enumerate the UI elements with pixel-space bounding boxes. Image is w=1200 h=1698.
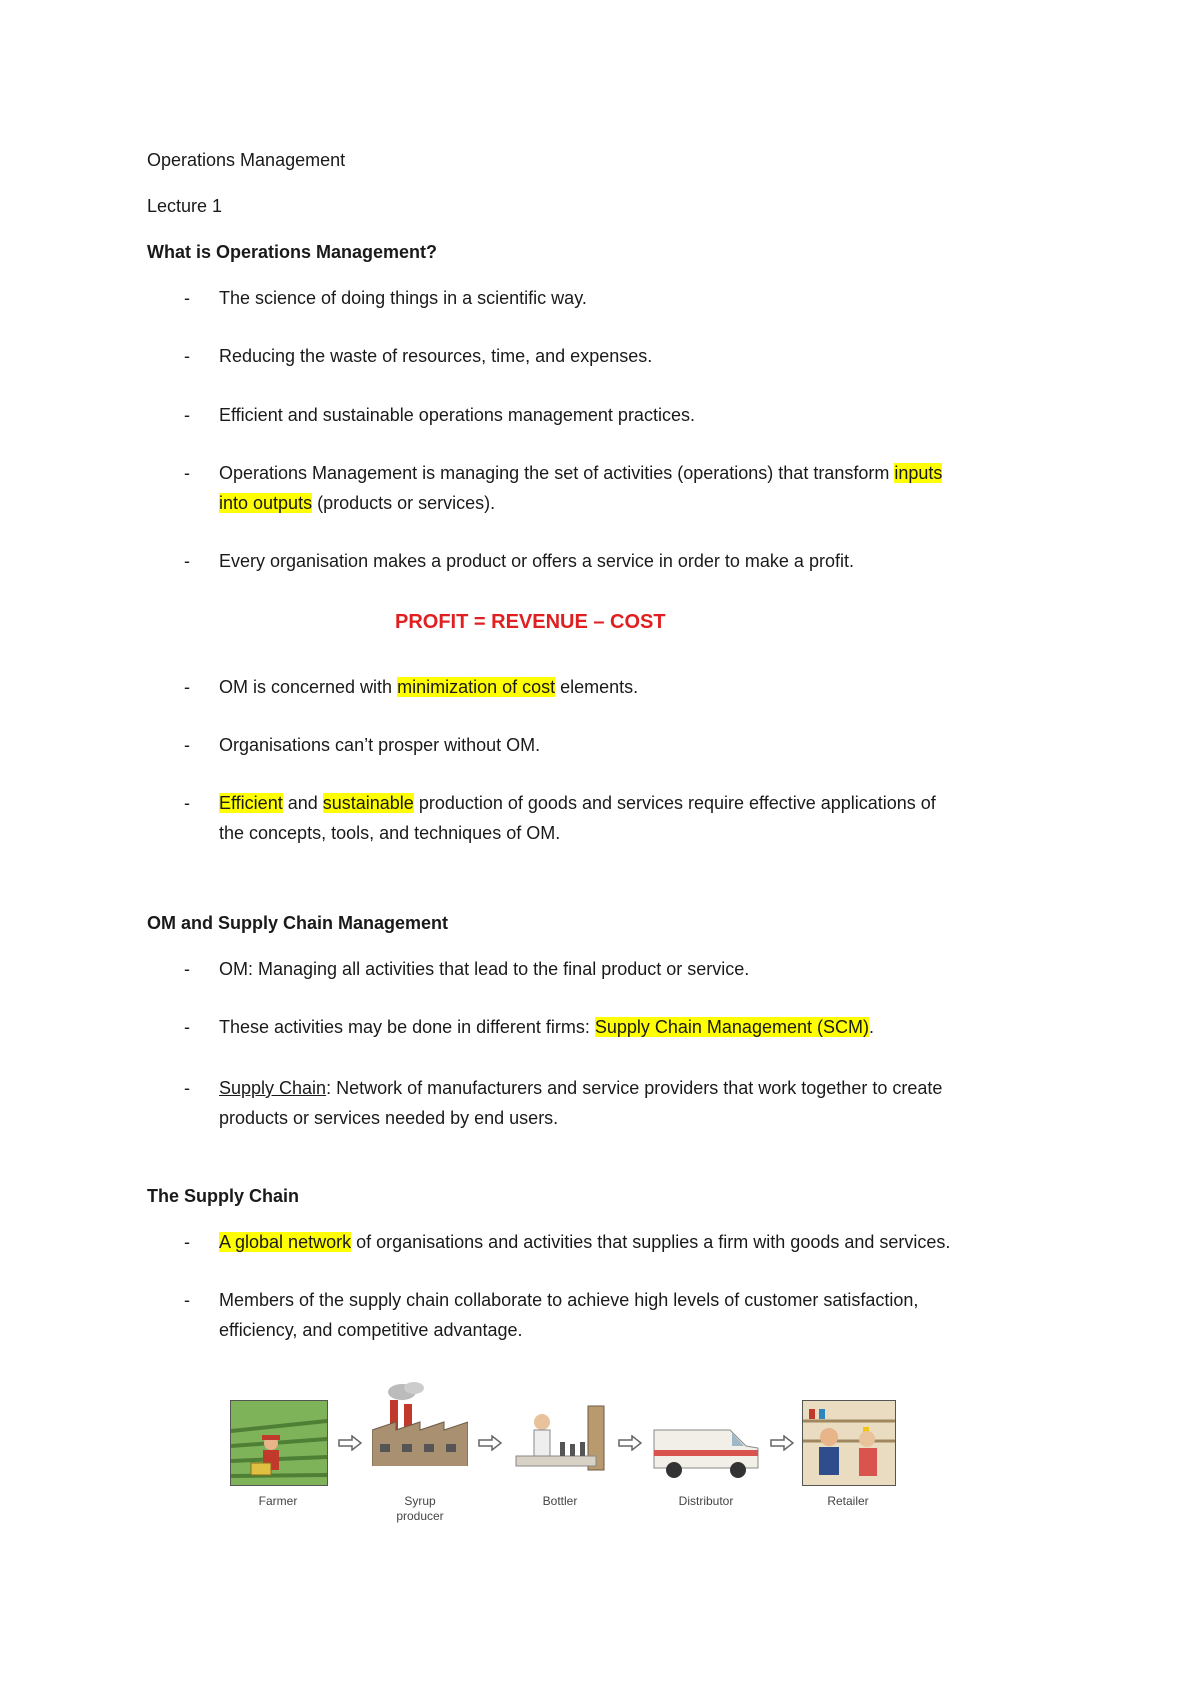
arrow-right-icon xyxy=(770,1435,794,1451)
caption-line: producer xyxy=(396,1509,444,1523)
text-run: production of goods and services require effective applications of xyxy=(413,793,936,813)
bullet-text-continued: the concepts, tools, and techniques of OM. xyxy=(219,823,561,843)
caption-line: Syrup xyxy=(404,1494,436,1508)
bullet-dash: - xyxy=(184,1290,190,1310)
text-run: (products or services). xyxy=(312,493,496,513)
bullet-text-continued: products or services needed by end users. xyxy=(219,1108,559,1128)
distributor-van-illustration xyxy=(650,1400,762,1484)
bullet-text: Members of the supply chain collaborate to achieve high levels of customer satisfaction, xyxy=(219,1290,919,1310)
bullet-text: OM: Managing all activities that lead to the final product or service. xyxy=(219,959,750,979)
text-run: . xyxy=(868,1017,874,1037)
text-run: : Network of manufacturers and service providers that work together to create xyxy=(326,1078,943,1098)
bullet-dash: - xyxy=(184,1017,190,1037)
bullet-text xyxy=(219,1078,942,1098)
text-run: elements. xyxy=(555,677,639,697)
highlighted-text: into outputs xyxy=(219,493,313,513)
caption-retailer: Retailer xyxy=(827,1494,869,1508)
arrow-right-icon xyxy=(618,1435,642,1451)
farmer-illustration xyxy=(230,1400,328,1486)
section-heading-supply-chain: The Supply Chain xyxy=(147,1186,300,1206)
arrow-right-icon xyxy=(338,1435,362,1451)
highlighted-text: A global network xyxy=(219,1232,352,1252)
text-run: These activities may be done in different firms: xyxy=(219,1017,595,1037)
bottler-illustration xyxy=(512,1400,608,1484)
text-run: of organisations and activities that supplies a firm with goods and services. xyxy=(351,1232,951,1252)
bullet-text xyxy=(219,1017,874,1037)
bullet-text xyxy=(219,793,936,813)
bullet-dash: - xyxy=(184,288,190,308)
highlighted-text: Supply Chain Management (SCM) xyxy=(594,1017,869,1037)
highlighted-text: minimization of cost xyxy=(397,677,556,697)
profit-formula: PROFIT = REVENUE – COST xyxy=(395,611,666,633)
bullet-text: Reducing the waste of resources, time, and expenses. xyxy=(219,346,653,366)
bullet-text xyxy=(219,677,638,697)
bullet-dash: - xyxy=(184,463,190,483)
bullet-dash: - xyxy=(184,1232,190,1252)
lecture-label: Lecture 1 xyxy=(147,196,223,216)
bullet-dash: - xyxy=(184,551,190,571)
bullet-text xyxy=(219,1232,950,1252)
underlined-term: Supply Chain xyxy=(219,1078,327,1098)
bullet-dash: - xyxy=(184,677,190,697)
bullet-text: Organisations can’t prosper without OM. xyxy=(219,735,541,755)
highlighted-text: Efficient xyxy=(219,793,283,813)
bullet-text: Efficient and sustainable operations management practices. xyxy=(219,405,695,425)
highlighted-text: inputs xyxy=(894,463,943,483)
bullet-dash: - xyxy=(184,1078,190,1098)
highlighted-text: sustainable xyxy=(322,793,414,813)
caption-bottler: Bottler xyxy=(542,1494,578,1508)
bullet-dash: - xyxy=(184,793,190,813)
caption-syrup-producer xyxy=(360,1494,480,1524)
text-run: and xyxy=(282,793,323,813)
section-heading-om-scm: OM and Supply Chain Management xyxy=(147,913,449,933)
bullet-text-continued xyxy=(219,493,495,513)
arrow-right-icon xyxy=(478,1435,502,1451)
bullet-text: The science of doing things in a scientific way. xyxy=(219,288,587,308)
section-heading-what-is-om: What is Operations Management? xyxy=(147,242,438,262)
caption-distributor: Distributor xyxy=(678,1494,734,1508)
bullet-text: Every organisation makes a product or offers a service in order to make a profit. xyxy=(219,551,854,571)
retailer-illustration xyxy=(802,1400,896,1486)
bullet-dash: - xyxy=(184,405,190,425)
bullet-dash: - xyxy=(184,735,190,755)
document-title: Operations Management xyxy=(147,150,346,170)
supply-chain-figure xyxy=(230,1380,890,1530)
syrup-producer-illustration xyxy=(372,1400,468,1484)
text-run: OM is concerned with xyxy=(219,677,398,697)
caption-farmer: Farmer xyxy=(258,1494,298,1508)
bullet-text xyxy=(219,463,942,483)
bullet-text-continued: efficiency, and competitive advantage. xyxy=(219,1320,523,1340)
bullet-dash: - xyxy=(184,346,190,366)
bullet-dash: - xyxy=(184,959,190,979)
text-run: Operations Management is managing the set of activities (operations) that transform xyxy=(219,463,895,483)
